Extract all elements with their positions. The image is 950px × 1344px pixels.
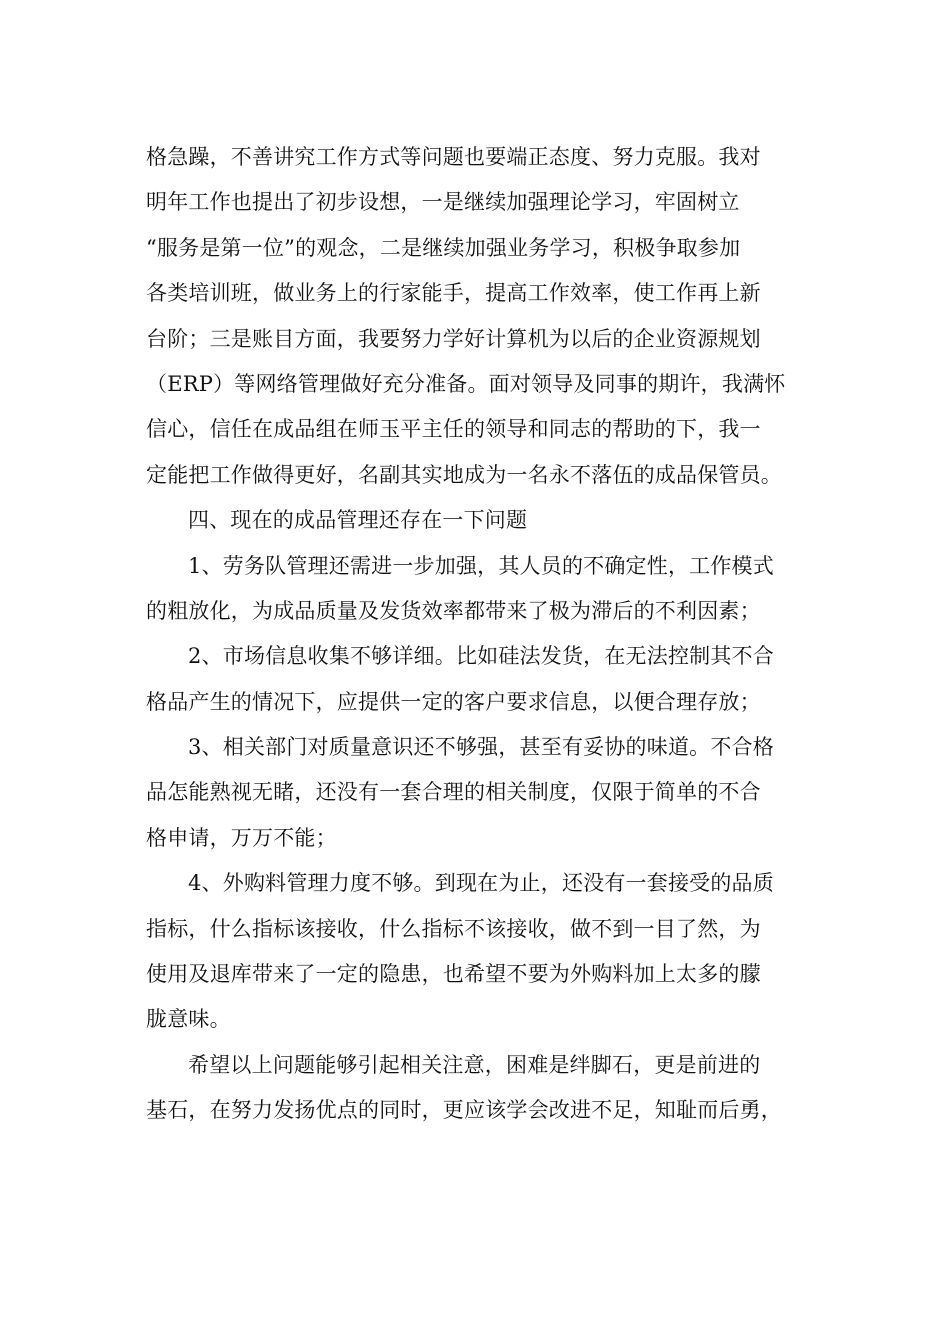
text-line: （ERP）等网络管理做好充分准备。面对领导及同事的期许，我满怀 xyxy=(146,371,786,396)
text-line: 胧意味。 xyxy=(146,1007,231,1032)
text-line: 品怎能熟视无睹，还没有一套合理的相关制度，仅限于简单的不合 xyxy=(146,780,761,805)
text-line: 格品产生的情况下，应提供一定的客户要求信息，以便合理存放； xyxy=(146,689,761,714)
text-line: 信心，信任在成品组在师玉平主任的领导和同志的帮助的下，我一 xyxy=(146,417,761,442)
text-line: 定能把工作做得更好，名副其实地成为一名永不落伍的成品保管员。 xyxy=(146,462,782,487)
section-heading: 四、现在的成品管理还存在一下问题 xyxy=(188,508,528,533)
text-line: 指标，什么指标该接收，什么指标不该接收，做不到一目了然，为 xyxy=(146,916,761,941)
text-line: 各类培训班，做业务上的行家能手，提高工作效率，使工作再上新 xyxy=(146,281,761,306)
text-line: 的粗放化，为成品质量及发货效率都带来了极为滞后的不利因素； xyxy=(146,598,761,623)
text-line: 2、市场信息收集不够详细。比如硅法发货，在无法控制其不合 xyxy=(188,644,774,669)
text-line: 格急躁，不善讲究工作方式等问题也要端正态度、努力克服。我对 xyxy=(146,145,761,169)
text-line: 基石，在努力发扬优点的同时，更应该学会改进不足，知耻而后勇， xyxy=(146,1098,782,1123)
text-line: 使用及退库带来了一定的隐患，也希望不要为外购料加上太多的朦 xyxy=(146,962,761,987)
text-line: 希望以上问题能够引起相关注意，困难是绊脚石，更是前进的 xyxy=(188,1052,761,1077)
text-line: 明年工作也提出了初步设想，一是继续加强理论学习，牢固树立 xyxy=(146,190,740,215)
text-line: 格申请，万万不能； xyxy=(146,825,337,850)
text-line: 台阶；三是账目方面，我要努力学好计算机为以后的企业资源规划 xyxy=(146,326,761,351)
text-line: “服务是第一位”的观念，二是继续加强业务学习，积极争取参加 xyxy=(146,235,741,260)
text-line: 1、劳务队管理还需进一步加强，其人员的不确定性，工作模式 xyxy=(188,553,774,578)
document-body xyxy=(146,135,811,1134)
text-line: 4、外购料管理力度不够。到现在为止，还没有一套接受的品质 xyxy=(188,871,774,896)
text-line: 3、相关部门对质量意识还不够强，甚至有妥协的味道。不合格 xyxy=(188,735,774,760)
